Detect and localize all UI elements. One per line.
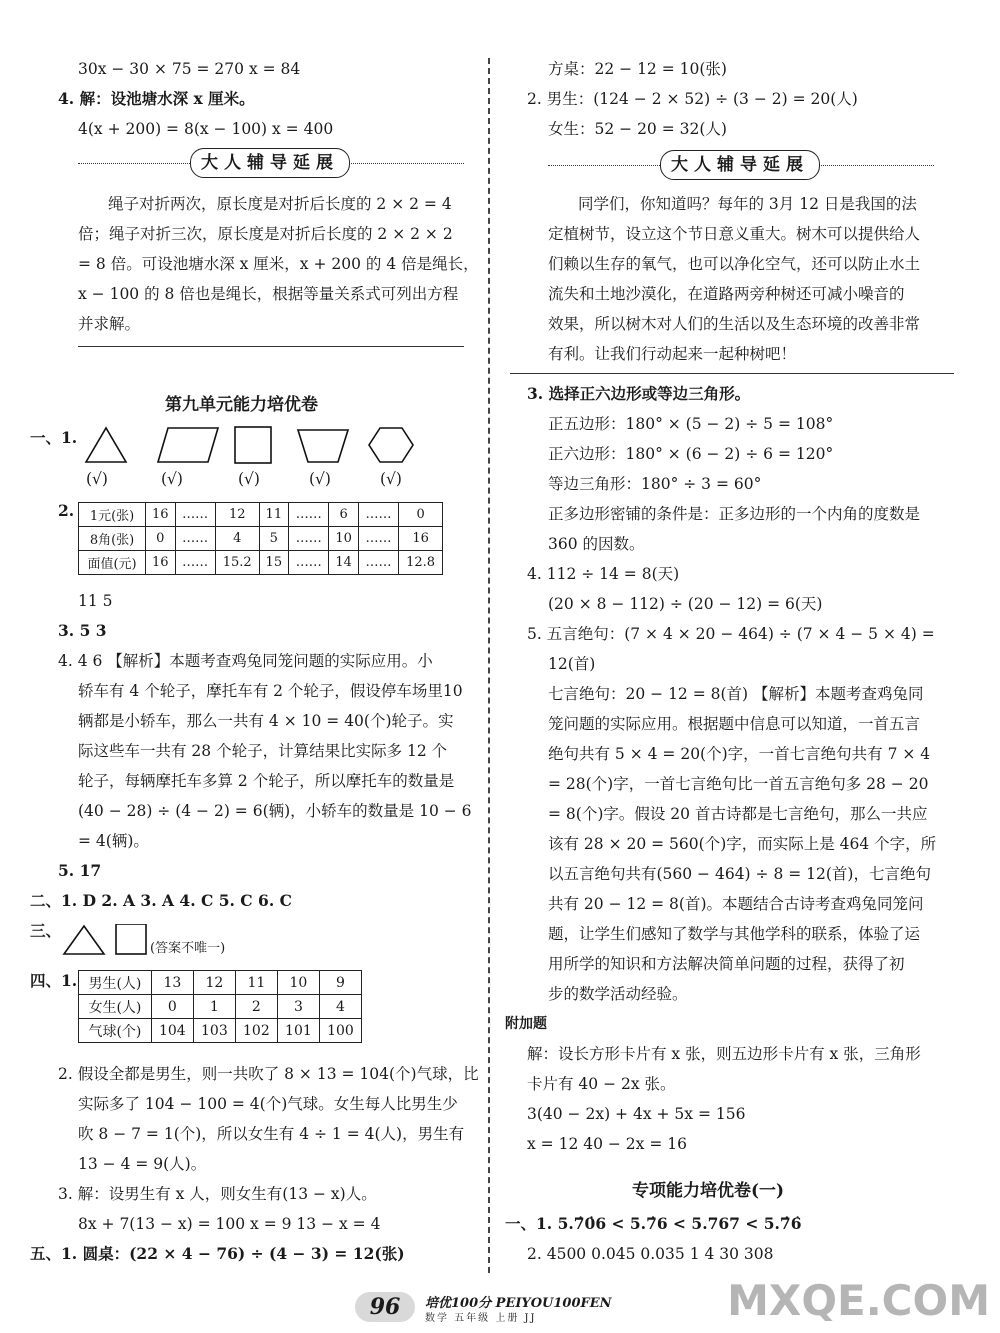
answer-note: (答案不唯一)	[150, 941, 226, 956]
question-3: 3. 选择正六边形或等边三角形。	[527, 384, 751, 403]
paragraph-line: 笼问题的实际应用。根据题中信息可以知道，一首五言	[548, 715, 921, 733]
paragraph-line: 轮子，每辆摩托车多算 2 个轮子，所以摩托车的数量是	[78, 772, 455, 790]
answer-shapes	[62, 924, 152, 956]
table-cell: 4	[215, 527, 259, 551]
table-row	[79, 551, 443, 575]
paragraph-line: 卡片有 40 − 2x 张。	[527, 1075, 676, 1093]
table-cell: 12	[193, 971, 235, 995]
table-cell: 11	[259, 503, 288, 527]
equation-line: 3(40 − 2x) + 4x + 5x = 156	[527, 1105, 746, 1123]
table-cell: 101	[277, 1019, 319, 1043]
paragraph-line: = 28(个)字，一首七言绝句比一首五言绝句多 28 − 20	[548, 775, 929, 793]
paragraph-line: 效果，所以树木对人们的生活以及生态环境的改善非常	[548, 315, 921, 333]
equation-line: 30x − 30 × 75 = 270 x = 84	[78, 60, 301, 78]
equation-line: (20 × 8 − 112) ÷ (20 − 12) = 6(天)	[548, 595, 823, 613]
bonus-question-label: 附加题	[505, 1016, 547, 1032]
table-row	[79, 995, 362, 1019]
table-cell: 11	[235, 971, 277, 995]
paragraph-line: 绳子对折两次，原长度是对折后长度的 2 × 2 = 4	[108, 195, 452, 213]
table-cell: 5	[259, 527, 288, 551]
banner-label: 大人辅导延展	[660, 150, 820, 180]
table-cell: ……	[289, 503, 329, 527]
paragraph-line: 绝句共有 5 × 4 = 20(个)字，一首七言绝句共有 7 × 4	[548, 745, 931, 763]
paragraph-line: 正多边形密铺的条件是：正多边形的一个内角的度数是	[548, 505, 921, 523]
section-rule	[510, 373, 954, 374]
table-cell: 104	[151, 1019, 193, 1043]
question-5: 5. 五言绝句：(7 × 4 × 20 − 464) ÷ (7 × 4 − 5 × 4) =	[527, 625, 935, 643]
paragraph-line: 际这些车一共有 28 个轮子，计算结果比实际多 12 个	[78, 742, 448, 760]
table-cell: 0	[146, 527, 175, 551]
question-5: 5. 17	[58, 861, 102, 880]
table-cell: 10	[277, 971, 319, 995]
equation-line: 方桌：22 − 12 = 10(张)	[548, 60, 727, 78]
paragraph-line: 有利。让我们行动起来一起种树吧！	[548, 345, 797, 363]
table-cell: ……	[175, 551, 215, 575]
table-cell: 1	[193, 995, 235, 1019]
question-4: 4. 解：设池塘水深 x 厘米。	[58, 89, 255, 108]
table-cell: 女生(人)	[79, 995, 152, 1019]
section-five-q1: 五、1. 圆桌：(22 × 4 − 76) ÷ (4 − 3) = 12(张)	[30, 1244, 405, 1263]
paragraph-line: 吹 8 − 7 = 1(个)，所以女生有 4 ÷ 1 = 4(人)，男生有	[78, 1125, 465, 1143]
hexagon-shape	[369, 428, 413, 462]
paragraph-line: 12(首)	[548, 655, 596, 673]
question-3: 3. 5 3	[58, 621, 107, 640]
paragraph-line: 定植树节，设立这个节日意义重大。树木可以提供给人	[548, 225, 921, 243]
paragraph-line: 题，让学生们感知了数学与其他学科的联系，体验了运	[548, 925, 921, 943]
table-cell: 14	[329, 551, 358, 575]
paragraph-line: 七言绝句：20 − 12 = 8(首) 【解析】本题考查鸡兔同	[548, 685, 924, 703]
paragraph-line: 并求解。	[78, 315, 141, 333]
table-cell: 16	[146, 503, 175, 527]
table-cell: ……	[175, 503, 215, 527]
table-cell: 男生(人)	[79, 971, 152, 995]
equation-line: 等边三角形：180° ÷ 3 = 60°	[548, 475, 762, 493]
check-mark: (√)	[380, 470, 402, 488]
balloon-table	[78, 970, 362, 1043]
square-shape	[235, 427, 271, 463]
triangle-shape	[64, 926, 104, 954]
paragraph-line: 实际多了 104 − 100 = 4(个)气球。女生每人比男生少	[78, 1095, 458, 1113]
table-cell: 103	[193, 1019, 235, 1043]
question-4: 4. 112 ÷ 14 = 8(天)	[527, 565, 680, 583]
footer-subtitle: 数学 五年级 上册 JJ	[425, 1313, 537, 1324]
trapezoid-shape	[298, 430, 348, 462]
column-divider	[488, 58, 490, 1273]
equation-line: 女生：52 − 20 = 32(人)	[548, 120, 727, 138]
table-cell: 3	[277, 995, 319, 1019]
question-label: 2.	[58, 501, 75, 520]
banner-label: 大人辅导延展	[190, 148, 350, 178]
check-mark: (√)	[161, 470, 183, 488]
question-2: 2. 4500 0.045 0.035 1 4 30 308	[527, 1245, 774, 1263]
page-number: 96	[355, 1292, 415, 1322]
table-cell: 102	[235, 1019, 277, 1043]
table-cell: 15.2	[215, 551, 259, 575]
paragraph-line: = 8 倍。可设池塘水深 x 厘米，x + 200 的 4 倍是绳长，	[78, 255, 479, 273]
brand-logo-text: 培优100分 PEIYOU100FEN	[425, 1296, 612, 1311]
square-shape	[116, 924, 146, 954]
table-cell: 9	[319, 971, 361, 995]
paragraph-line: 流失和土地沙漠化，在道路两旁种树还可减小噪音的	[548, 285, 905, 303]
paragraph-line: 360 的因数。	[548, 535, 645, 553]
paragraph-line: x − 100 的 8 倍也是绳长，根据等量关系式可列出方程	[78, 285, 459, 303]
table-cell: 气球(个)	[79, 1019, 152, 1043]
paragraph-line: 步的数学活动经验。	[548, 985, 688, 1003]
question-label: 三、	[30, 921, 62, 940]
paragraph-line: 该有 28 × 20 = 560(个)字，而实际上是 464 个字，所	[548, 835, 937, 853]
check-mark: (√)	[309, 470, 331, 488]
paragraph-line: = 4(辆)。	[78, 832, 149, 850]
question-label: 四、1.	[30, 971, 78, 990]
table-cell: 1元(张)	[79, 503, 146, 527]
table-cell: 面值(元)	[79, 551, 146, 575]
table-cell: 10	[329, 527, 358, 551]
shapes-row	[78, 425, 458, 465]
table-cell: 8角(张)	[79, 527, 146, 551]
equation-line: 8x + 7(13 − x) = 100 x = 9 13 − x = 4	[78, 1215, 381, 1233]
parent-guide-banner	[78, 148, 464, 178]
table-cell: 12.8	[399, 551, 443, 575]
section-two-answers: 二、1. D 2. A 3. A 4. C 5. C 6. C	[30, 891, 292, 910]
table-cell: 6	[329, 503, 358, 527]
question-3: 3. 解：设男生有 x 人，则女生有(13 − x)人。	[58, 1185, 377, 1203]
coin-table	[78, 502, 443, 575]
table-cell: ……	[358, 551, 398, 575]
table-cell: 12	[215, 503, 259, 527]
section-title: 专项能力培优卷(一)	[632, 1181, 785, 1201]
watermark: MXQE.COM	[727, 1276, 990, 1325]
section-rule	[78, 346, 464, 347]
question-1: 一、1. 5.7̇0̇6 < 5.7̇6 < 5.767 < 5.7̇6̇	[505, 1214, 802, 1233]
table-cell: ……	[289, 551, 329, 575]
table-cell: ……	[358, 527, 398, 551]
table-row	[79, 971, 362, 995]
equation-line: 正五边形：180° × (5 − 2) ÷ 5 = 108°	[548, 415, 834, 433]
paragraph-line: (40 − 28) ÷ (4 − 2) = 6(辆)，小轿车的数量是 10 − 6	[78, 802, 472, 820]
check-mark: (√)	[86, 470, 108, 488]
equation-line: x = 12 40 − 2x = 16	[527, 1135, 687, 1153]
paragraph-line: 轿车有 4 个轮子，摩托车有 2 个轮子，假设停车场里10	[78, 682, 463, 700]
table-cell: ……	[358, 503, 398, 527]
equation-line: 4(x + 200) = 8(x − 100) x = 400	[78, 120, 334, 138]
paragraph-line: 以五言绝句共有(560 − 464) ÷ 8 = 12(首)，七言绝句	[548, 865, 931, 883]
paragraph-line: 共有 20 − 12 = 8(首)。本题结合古诗考查鸡兔同笼问	[548, 895, 924, 913]
table-row	[79, 1019, 362, 1043]
table-row	[79, 527, 443, 551]
question-2: 2. 男生：(124 − 2 × 52) ÷ (3 − 2) = 20(人)	[527, 90, 858, 108]
paragraph-line: 倍；绳子对折三次，原长度是对折后长度的 2 × 2 × 2	[78, 225, 453, 243]
equation-line: 正六边形：180° × (6 − 2) ÷ 6 = 120°	[548, 445, 834, 463]
check-mark: (√)	[238, 470, 260, 488]
table-cell: 0	[399, 503, 443, 527]
triangle-shape	[86, 428, 126, 462]
table-cell: ……	[175, 527, 215, 551]
paragraph-line: 辆都是小轿车，那么一共有 4 × 10 = 40(个)轮子。实	[78, 712, 454, 730]
table-row	[79, 503, 443, 527]
paragraph-line: 们赖以生存的氧气，也可以净化空气，还可以防止水土	[548, 255, 921, 273]
answer-line: 11 5	[78, 592, 113, 610]
page-footer	[355, 1292, 655, 1326]
paragraph-line: 同学们，你知道吗？每年的 3月 12 日是我国的法	[578, 195, 917, 213]
question-label: 一、1.	[30, 428, 78, 447]
table-cell: 16	[399, 527, 443, 551]
table-cell: ……	[289, 527, 329, 551]
question-4: 4. 4 6 【解析】本题考查鸡兔同笼问题的实际应用。小	[58, 652, 433, 670]
table-cell: 2	[235, 995, 277, 1019]
table-cell: 4	[319, 995, 361, 1019]
parallelogram-shape	[158, 428, 218, 462]
table-cell: 100	[319, 1019, 361, 1043]
paragraph-line: 解：设长方形卡片有 x 张，则五边形卡片有 x 张，三角形	[527, 1045, 921, 1063]
question-2: 2. 假设全都是男生，则一共吹了 8 × 13 = 104(个)气球，比	[58, 1065, 479, 1083]
section-title: 第九单元能力培优卷	[165, 395, 318, 415]
table-cell: 0	[151, 995, 193, 1019]
table-cell: 13	[151, 971, 193, 995]
table-cell: 15	[259, 551, 288, 575]
parent-guide-banner	[548, 150, 934, 180]
paragraph-line: 用所学的知识和方法解决简单问题的过程，获得了初	[548, 955, 905, 973]
paragraph-line: = 8(个)字。假设 20 首古诗都是七言绝句，那么一共应	[548, 805, 928, 823]
paragraph-line: 13 − 4 = 9(人)。	[78, 1155, 207, 1173]
table-cell: 16	[146, 551, 175, 575]
